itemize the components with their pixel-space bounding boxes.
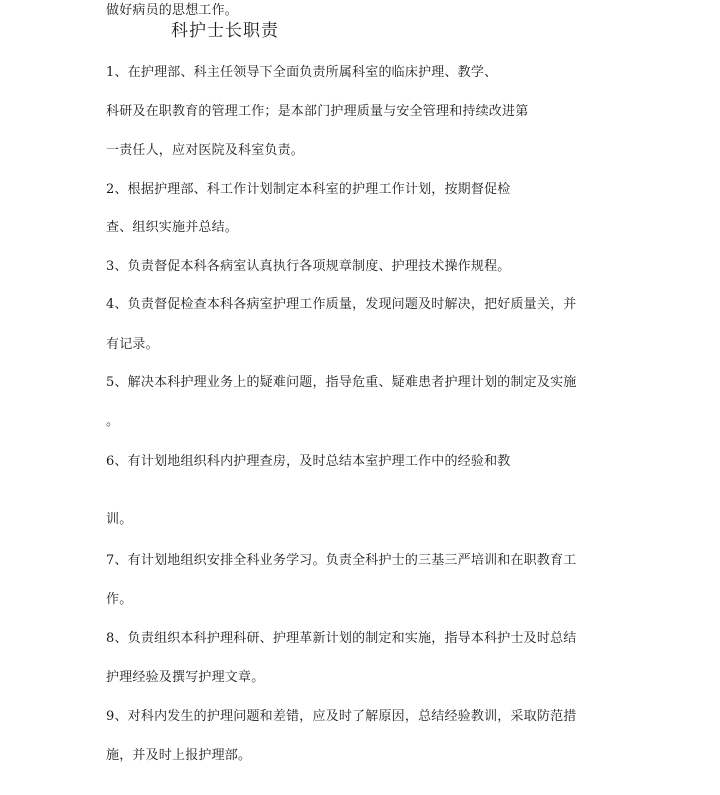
text-line: 科研及在职教育的管理工作；是本部门护理质量与安全管理和持续改进第: [106, 104, 529, 119]
text-line: 8、负责组织本科护理科研、护理革新计划的制定和实施，指导本科护士及时总结: [106, 631, 577, 646]
text-line: 有记录。: [106, 337, 159, 352]
text-line: 2、根据护理部、科工作计划制定本科室的护理工作计划，按期督促检: [106, 182, 511, 197]
text-line: 3、负责督促本科各病室认真执行各项规章制度、护理技术操作规程。: [106, 259, 511, 274]
page-title: 科护士长职责: [171, 21, 279, 41]
text-line: 9、对科内发生的护理问题和差错，应及时了解原因，总结经验教训，采取防范措: [106, 709, 577, 724]
text-line: 6、有计划地组织科内护理查房，及时总结本室护理工作中的经验和教: [106, 454, 511, 469]
top-fragment: 做好病员的思想工作。: [106, 3, 239, 18]
text-line: 一责任人，应对医院及科室负责。: [106, 143, 305, 158]
text-line: 训。: [106, 512, 133, 527]
text-line: 查、组织实施并总结。: [106, 220, 239, 235]
text-line: 5、解决本科护理业务上的疑难问题，指导危重、疑难患者护理计划的制定及实施: [106, 375, 577, 390]
text-line: 施，并及时上报护理部。: [106, 748, 252, 763]
text-line: 4、负责督促检查本科各病室护理工作质量，发现问题及时解决，把好质量关，并: [106, 297, 577, 312]
text-line: 作。: [106, 592, 133, 607]
text-line: 1、在护理部、科主任领导下全面负责所属科室的临床护理、教学、: [106, 65, 498, 80]
text-line: 7、有计划地组织安排全科业务学习。负责全科护士的三基三严培训和在职教育工: [106, 553, 577, 568]
text-line: 。: [106, 414, 120, 429]
text-line: 护理经验及撰写护理文章。: [106, 670, 265, 685]
